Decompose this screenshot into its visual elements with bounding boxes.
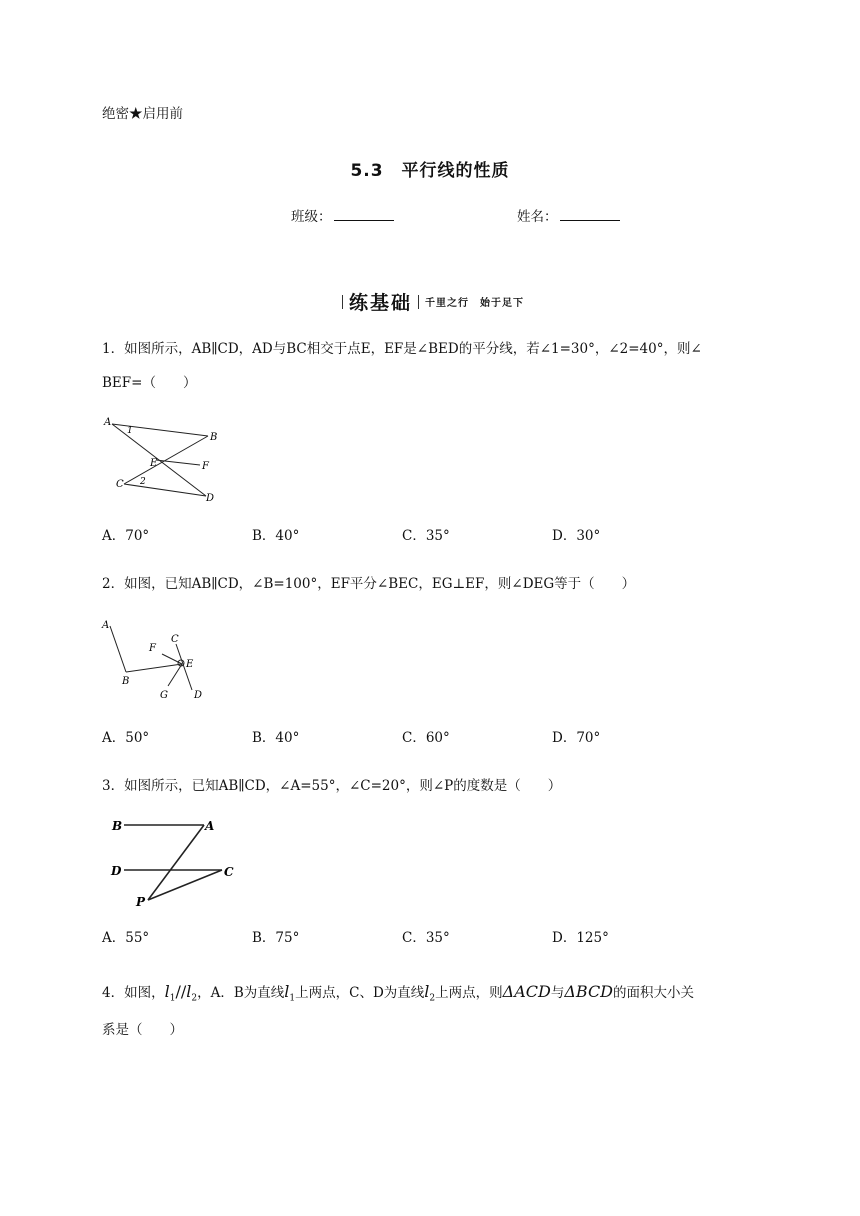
banner-divider-left (342, 295, 343, 309)
fig3-label-D: D (111, 864, 122, 878)
q4-text-q: 的面积大小关 (613, 985, 695, 1001)
q4-l1-sub: 1 (169, 993, 176, 1004)
line-EG (168, 664, 182, 686)
q2-option-a[interactable]: A．50° (102, 730, 150, 746)
q4-text-o: 与 (550, 985, 565, 1001)
line-AB (110, 626, 126, 672)
fig2-label-G: G (160, 690, 168, 701)
fig1-label-1: 1 (127, 426, 133, 436)
q4-l1-sub-2: 1 (289, 993, 296, 1004)
fig1-label-A: A (104, 417, 112, 428)
fig2-label-C: C (171, 634, 179, 645)
secret-mark: 绝密★启用前 (102, 106, 183, 122)
q3-option-d[interactable]: D．125° (552, 930, 609, 946)
q4-l2-sub: 2 (191, 993, 198, 1004)
name-blank (560, 206, 620, 221)
q1-option-a[interactable]: A．70° (102, 528, 150, 544)
fig1-label-C: C (116, 479, 124, 490)
q4-triangle-bcd: ΔBCD (564, 982, 614, 1001)
q1-option-c[interactable]: C．35° (402, 528, 450, 544)
line-CD (124, 484, 206, 496)
name-label: 姓名： (517, 209, 558, 225)
q4-text-m: 上两点，则 (435, 985, 503, 1001)
class-field (291, 206, 394, 227)
fig1-label-B: B (210, 432, 218, 443)
fig3-label-P: P (136, 895, 146, 908)
fig3-label-B: B (112, 819, 123, 833)
section-banner (336, 288, 524, 315)
question-3-figure (108, 814, 248, 908)
q3-option-a[interactable]: A．55° (102, 930, 150, 946)
banner-main: 练基础 (349, 292, 413, 314)
fig2-label-E: E (186, 659, 194, 670)
q1-option-d[interactable]: D．30° (552, 528, 601, 544)
question-2-figure (100, 616, 210, 704)
q4-l2-var-2: l (424, 982, 430, 1001)
class-label: 班级： (291, 209, 332, 225)
fig1-label-E: E (150, 458, 158, 469)
question-1-line1: 1．如图所示，AB∥CD，AD与BC相交于点E，EF是∠BED的平分线，若∠1=30°，∠2=40°，则∠ (102, 341, 702, 357)
q4-parallel: // (175, 982, 187, 1001)
q4-l2-sub-2: 2 (429, 993, 436, 1004)
banner-sub: 千里之行 始于足下 (425, 298, 525, 309)
q4-triangle-acd: ΔACD (502, 982, 551, 1001)
q4-text-g: ，A．B为直线 (197, 985, 285, 1001)
q4-l2-var: l (186, 982, 192, 1001)
line-EF (162, 654, 182, 664)
line-BE (126, 664, 182, 672)
q4-l1-var-2: l (284, 982, 290, 1001)
q2-option-d[interactable]: D．70° (552, 730, 601, 746)
fig1-label-2: 2 (140, 477, 146, 487)
name-field (517, 206, 620, 227)
fig3-label-C: C (224, 865, 234, 879)
question-4-line2: 系是（ ） (102, 1022, 183, 1038)
fig2-label-F: F (149, 643, 156, 654)
page-title: 5.3 平行线的性质 (350, 161, 510, 181)
question-1-line2: BEF=（ ） (102, 375, 197, 391)
question-2-line1: 2．如图，已知AB∥CD，∠B=100°，EF平分∠BEC，EG⊥EF，则∠DEG等于（ ） (102, 576, 636, 592)
class-blank (334, 206, 394, 221)
banner-divider-right (418, 295, 419, 309)
q2-option-c[interactable]: C．60° (402, 730, 450, 746)
q3-option-c[interactable]: C．35° (402, 930, 450, 946)
question-4-line1 (102, 982, 694, 1009)
q4-text-j: 上两点，C、D为直线 (295, 985, 425, 1001)
fig3-label-A: A (205, 819, 215, 833)
question-3-line1: 3．如图所示，已知AB∥CD，∠A=55°，∠C=20°，则∠P的度数是（ ） (102, 778, 562, 794)
fig1-label-D: D (206, 493, 215, 504)
fig1-label-F: F (202, 461, 209, 472)
q1-option-b[interactable]: B．40° (252, 528, 300, 544)
q4-text-a: 4．如图， (102, 985, 165, 1001)
q3-option-b[interactable]: B．75° (252, 930, 300, 946)
question-1-figure (100, 412, 230, 506)
fig2-label-A: A (102, 620, 110, 631)
fig2-label-B: B (122, 676, 130, 687)
q2-option-b[interactable]: B．40° (252, 730, 300, 746)
q4-l1-var: l (164, 982, 170, 1001)
fig2-label-D: D (194, 690, 203, 701)
